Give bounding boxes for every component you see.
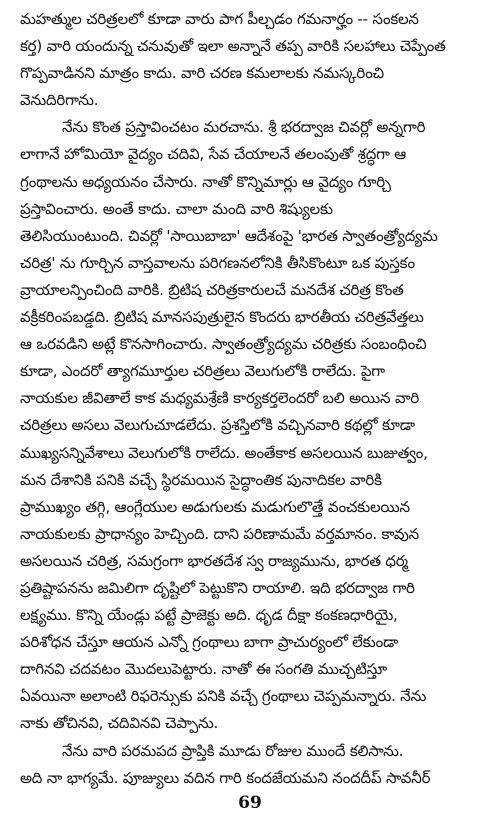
- body-text: [20, 6, 490, 792]
- text-line: తెలిసియుంటుంది. చివర్లో 'సాయిబాబా' ఆదేశంపై 'భారత స్వాతంత్ర్యోద్యమ: [20, 226, 438, 245]
- text-line: వక్రీకరింపబడ్డది. బ్రిటిష మానసపుత్రులైన కొందరు భారతీయ చరిత్రవేత్తలు: [20, 308, 424, 327]
- text-line: నాకు తోచినవి, చదివినవి చెప్పాను.: [20, 714, 219, 733]
- page-number: 69: [238, 793, 262, 813]
- text-line: పరిశోధన చేస్తూ ఆయన ఎన్నో గ్రంథాలు బాగా ప్రాచుర్యంలో లేకుండా: [20, 633, 399, 652]
- text-line: ఆ ఒరవడిని అట్లే కొనసాగించారు. స్వాతంత్ర్యోద్యమ చరిత్రకు సంబంధించి: [20, 335, 427, 354]
- text-line: వ్రాయాలన్పించింది వారికి. బ్రిటిష చరిత్రకారులచే మనదేశ చరిత్ర కొంత: [20, 280, 404, 299]
- text-line: లాగానే హోమియో వైద్యం చదివి, సేవ చేయాలనే తలంపుతో శ్రద్ధగా ఆ: [20, 145, 407, 164]
- text-line: దాగినవి చదవటం మొదలుపెట్టారు. నాతో ఈ సంగతి ముచ్చటిస్తూ: [20, 660, 387, 679]
- text-line: గొప్పవాడినని మాత్రం కాదు. వారి చరణ కమలాలకు నమస్కరించి: [20, 64, 384, 83]
- text-line: అసలయిన చరిత్ర, సమగ్రంగా భారతదేశ స్వ రాజ్యమును, భారత ధర్మ: [20, 551, 408, 570]
- paragraph-first-line: నేను వారి పరమపద ప్రాప్తికి మూడు రోజుల ముందే కలిసాను.: [62, 741, 404, 760]
- text-line: కూడా, ఎందరో త్యాగమూర్తుల చరిత్రలు వెలుగులోకి రాలేదు. పైగా: [20, 362, 385, 381]
- text-line: ప్రాముఖ్యం తగ్గి, ఆంగ్లేయుల అడుగులకు మడుగులొత్తే వంచకులయిన: [20, 497, 410, 516]
- text-line: నాయకుల జీవితాలే కాక మధ్యమశ్రేణి కార్యకర్తలెందరో బలి అయిన వారి: [20, 389, 420, 408]
- text-line: మహత్ముల చరిత్రలలో కూడా వారు పాగ పీల్చడం గమనార్హం -- సంకలన: [20, 10, 419, 28]
- text-line: ప్రతిష్టాపనను జమిలిగా దృష్టిలో పెట్టుకొని రాయాలి. ఇది భరద్వాజ గారి: [20, 578, 415, 597]
- text-line: మన దేశానికి పనికి వచ్చే స్థిరమయిన సైద్ధాంతిక పునాదికల వారికి: [20, 470, 382, 489]
- text-line: ముఖ్యసన్నివేశాలు వెలుగులోకి రాలేదు. అంతేకాక అసలయిన బుజుత్వం,: [20, 443, 428, 462]
- text-line: లక్ష్యము. కొన్ని యేండ్లు పట్టే ప్రాజెక్టు అది. ధృడ దీక్షా కంకణధారియై,: [20, 606, 398, 625]
- text-line: చరిత్ర' ను గూర్చిన వాస్తవాలను పరిగణనలోనికి తీసికొంటూ ఒక పుస్తకం: [20, 253, 415, 272]
- text-line: ఏవయినా అలాంటి రిఫరెన్సుకు పనికి వచ్చే గ్రంథాలు చెప్పమన్నారు. నేను: [20, 687, 427, 706]
- text-line: అది నా భాగ్యమే. పూజ్యులు వదిన గారి కందజేయమని నందదీప్ సావనీర్: [20, 768, 431, 787]
- paragraph-first-line: నేను కొంత ప్రస్తావించటం మరచాను. శ్రీ భరద్వాజ చివర్లో అన్నగారి: [62, 118, 426, 137]
- text-line: చరిత్రలు అసలు వెలుగుచూడలేదు. ప్రశస్తిలోకి వచ్చినవారి కథల్లో కూడా: [20, 416, 415, 435]
- text-line: కర్త) వారి యందున్న చనువుతో ఇలా అన్నానే తప్ప వారికి సలహాలు చెప్పేంత: [20, 37, 446, 56]
- text-line: వెనుదిరిగాను.: [20, 91, 99, 110]
- text-line: గ్రంథాలను అధ్యయనం చేసారు. నాతో కొన్నిమార్లు ఆ వైద్యం గూర్చి: [20, 172, 391, 191]
- text-line: నాయకులకు ప్రాధాన్యం హెచ్చింది. దాని పరిణామమే వర్తమానం. కావున: [20, 524, 419, 543]
- text-line: ప్రస్తావించారు. అంతే కాదు. చాలా మంది వారి శిష్యులకు: [20, 199, 333, 218]
